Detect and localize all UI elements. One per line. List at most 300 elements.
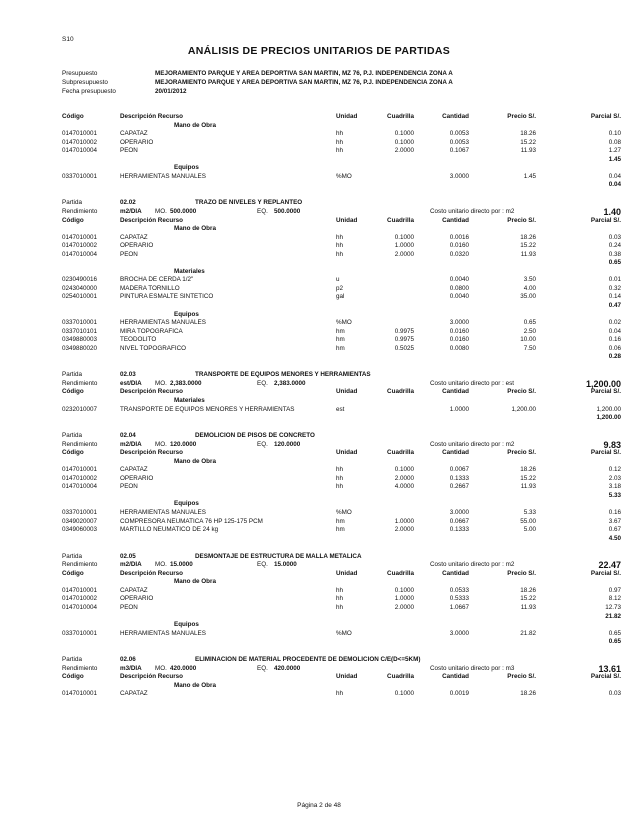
group-subtotal: 1.45 (608, 155, 621, 163)
resource-code: 0147010002 (62, 242, 98, 250)
group-name: Mano de Obra (174, 457, 216, 465)
resource-description: TEODOLITO (120, 336, 157, 344)
resource-row (62, 406, 622, 415)
col-cuadrilla-header: Cuadrilla (387, 388, 414, 396)
resource-row (62, 276, 622, 285)
resource-row (62, 690, 622, 699)
resource-description: PEON (120, 250, 138, 258)
costo-unitario-label: Costo unitario directo por : m2 (430, 207, 515, 215)
resource-unit: hh (336, 242, 344, 250)
resource-precio: 18.26 (520, 690, 536, 698)
resource-parcial: 0.04 (608, 172, 621, 180)
resource-row (62, 251, 622, 260)
resource-description: NIVEL TOPOGRAFICO (120, 344, 187, 352)
resource-cantidad: 0.0160 (449, 327, 469, 335)
resource-precio: 1,200.00 (511, 405, 536, 413)
header-presupuesto (62, 69, 622, 78)
col-descripcion-header: Descripción Recurso (120, 449, 183, 457)
resource-precio: 18.26 (520, 466, 536, 474)
resource-unit: hh (336, 250, 344, 258)
mo-value: 15.0000 (170, 561, 193, 569)
group-subtotal-row (62, 638, 622, 647)
resource-parcial: 0.01 (608, 276, 621, 284)
partida-label: Partida (62, 371, 82, 379)
col-cantidad-header: Cantidad (442, 113, 469, 120)
resource-cantidad: 0.0053 (449, 130, 469, 138)
resource-cuadrilla: 0.9975 (394, 327, 414, 335)
col-parcial-header: Parcial S/. (590, 569, 621, 577)
header-label: Subpresupuesto (62, 79, 108, 86)
resource-code: 0147010002 (62, 595, 98, 603)
mo-label: MO. (155, 207, 167, 215)
resource-row (62, 630, 622, 639)
resource-description: TRANSPORTE DE EQUIPOS MENORES Y HERRAMIENTAS (120, 405, 295, 413)
group-subtotal: 0.04 (608, 181, 621, 189)
resource-precio: 11.93 (520, 147, 536, 155)
partida-code: 02.04 (120, 432, 136, 440)
col-parcial-header: Parcial S/. (590, 113, 621, 120)
group-subtotal-row (62, 613, 622, 622)
column-header-row (62, 673, 622, 682)
rendimiento-row (62, 441, 622, 450)
resource-row (62, 147, 622, 156)
resource-cuadrilla: 1.0000 (394, 517, 414, 525)
resource-parcial: 0.10 (608, 130, 621, 138)
resource-unit: %MO (336, 509, 352, 517)
resource-cuadrilla: 2.0000 (394, 250, 414, 258)
col-precio-header: Precio S/. (507, 113, 536, 120)
partida-name: TRANSPORTE DE EQUIPOS MENORES Y HERRAMIENTAS (195, 371, 371, 379)
header-value: MEJORAMIENTO PARQUE Y AREA DEPORTIVA SAN MARTIN, MZ 76, P.J. INDEPENDENCIA ZONA A (155, 70, 453, 77)
mo-label: MO. (155, 664, 167, 672)
resource-cuadrilla: 2.0000 (394, 474, 414, 482)
col-descripcion-header: Descripción Recurso (120, 388, 183, 396)
rendimiento-unit: est/DIA (120, 379, 142, 387)
resource-row (62, 483, 622, 492)
col-precio-header: Precio S/. (507, 449, 536, 457)
resource-cuadrilla: 2.0000 (394, 147, 414, 155)
costo-unitario-label: Costo unitario directo por : m3 (430, 664, 515, 672)
resource-unit: %MO (336, 172, 352, 180)
resource-precio: 15.22 (520, 138, 536, 146)
resource-unit: hh (336, 138, 344, 146)
resource-precio: 15.22 (520, 242, 536, 250)
resource-cantidad: 0.0019 (449, 690, 469, 698)
resource-cantidad: 1.0000 (449, 405, 469, 413)
group-subtotal: 0.47 (608, 301, 621, 309)
resource-cantidad: 0.0053 (449, 138, 469, 146)
group-name: Equipos (174, 164, 199, 172)
resource-code: 0243040000 (62, 284, 98, 292)
column-header-row (62, 449, 622, 458)
col-cantidad-header: Cantidad (442, 673, 469, 681)
rendimiento-label: Rendimiento (62, 379, 98, 387)
header-value: 20/01/2012 (155, 88, 187, 95)
resource-description: CAPATAZ (120, 233, 148, 241)
resource-parcial: 2.03 (608, 474, 621, 482)
col-codigo-header: Código (62, 388, 84, 396)
rendimiento-label: Rendimiento (62, 207, 98, 215)
resource-unit: u (336, 276, 340, 284)
resource-row (62, 336, 622, 345)
resource-parcial: 12.73 (605, 603, 621, 611)
resource-code: 0349020007 (62, 517, 98, 525)
resource-precio: 15.22 (520, 595, 536, 603)
resource-cantidad: 3.0000 (449, 629, 469, 637)
resource-code: 0337010001 (62, 172, 98, 180)
resource-row (62, 285, 622, 294)
header-value: MEJORAMIENTO PARQUE Y AREA DEPORTIVA SAN MARTIN, MZ 76, P.J. INDEPENDENCIA ZONA A (155, 79, 453, 86)
resource-cuadrilla: 0.5025 (394, 344, 414, 352)
partida-title-row (62, 371, 622, 380)
col-descripcion-header: Descripción Recurso (120, 216, 183, 224)
resource-code: 0147010001 (62, 586, 98, 594)
resource-code: 0147010002 (62, 474, 98, 482)
resource-precio: 0.65 (523, 319, 536, 327)
partida-title-row (62, 432, 622, 441)
resource-parcial: 1.27 (608, 147, 621, 155)
group-subtotal: 1,200.00 (596, 414, 621, 422)
group-header-row (62, 311, 622, 320)
partida-title-row (62, 199, 622, 208)
column-header-row (62, 217, 622, 226)
resource-code: 0337010101 (62, 327, 98, 335)
partida-title-row (62, 553, 622, 562)
group-subtotal-row (62, 156, 622, 165)
eq-label: EQ. (257, 664, 268, 672)
resource-unit: hh (336, 466, 344, 474)
col-parcial-header: Parcial S/. (590, 449, 621, 457)
resource-description: OPERARIO (120, 474, 154, 482)
group-header-row (62, 682, 622, 691)
resource-precio: 55.00 (520, 517, 536, 525)
rendimiento-row (62, 380, 622, 389)
group-header-row (62, 500, 622, 509)
eq-label: EQ. (257, 440, 268, 448)
costo-unitario-label: Costo unitario directo por : m2 (430, 561, 515, 569)
eq-value: 420.0000 (274, 664, 301, 672)
group-header-row (62, 458, 622, 467)
group-header-row (62, 621, 622, 630)
partida-code: 02.03 (120, 371, 136, 379)
resource-unit: hh (336, 690, 344, 698)
resource-row (62, 173, 622, 182)
col-precio-header: Precio S/. (507, 673, 536, 681)
resource-row (62, 130, 622, 139)
resource-row (62, 242, 622, 251)
partida-label: Partida (62, 199, 82, 207)
resource-description: PEON (120, 603, 138, 611)
col-parcial-header: Parcial S/. (590, 216, 621, 224)
resource-description: HERRAMIENTAS MANUALES (120, 319, 206, 327)
resource-cantidad: 0.1067 (449, 147, 469, 155)
mo-label: MO. (155, 440, 167, 448)
resource-code: 0337010001 (62, 319, 98, 327)
rendimiento-row (62, 208, 622, 217)
resource-description: CAPATAZ (120, 466, 148, 474)
resource-parcial: 0.67 (608, 526, 621, 534)
resource-unit: hh (336, 130, 344, 138)
mo-label: MO. (155, 379, 167, 387)
resource-unit: hm (336, 344, 345, 352)
col-cuadrilla-header: Cuadrilla (387, 673, 414, 681)
resource-cuadrilla: 2.0000 (394, 603, 414, 611)
resource-unit: hh (336, 483, 344, 491)
mo-value: 2,383.0000 (170, 379, 202, 387)
eq-label: EQ. (257, 561, 268, 569)
resource-code: 0147010001 (62, 130, 98, 138)
resource-cantidad: 0.1333 (449, 474, 469, 482)
resource-cuadrilla: 0.1000 (394, 130, 414, 138)
group-header-row (62, 164, 622, 173)
resource-description: PEON (120, 147, 138, 155)
resource-precio: 1.45 (523, 172, 536, 180)
col-unidad-header: Unidad (336, 449, 358, 457)
resource-cantidad: 3.0000 (449, 509, 469, 517)
resource-parcial: 1,200.00 (596, 405, 621, 413)
group-name: Equipos (174, 500, 199, 508)
resource-precio: 35.00 (520, 293, 536, 301)
resource-cantidad: 0.0667 (449, 517, 469, 525)
partida-name: ELIMINACION DE MATERIAL PROCEDENTE DE DEMOLICION C/E(D<=5KM) (195, 656, 421, 664)
resource-parcial: 0.38 (608, 250, 621, 258)
resource-cantidad: 0.0040 (449, 293, 469, 301)
col-descripcion-header: Descripción Recurso (120, 113, 183, 120)
resource-precio: 18.26 (520, 586, 536, 594)
partida-code: 02.02 (120, 199, 136, 207)
eq-value: 500.0000 (274, 207, 301, 215)
col-cuadrilla-header: Cuadrilla (387, 113, 414, 120)
resource-precio: 18.26 (520, 130, 536, 138)
col-cantidad-header: Cantidad (442, 388, 469, 396)
resource-cantidad: 0.0080 (449, 344, 469, 352)
resource-cuadrilla: 0.1000 (394, 466, 414, 474)
group-subtotal-row (62, 302, 622, 311)
resource-cantidad: 0.2667 (449, 483, 469, 491)
resource-precio: 5.33 (523, 509, 536, 517)
resource-cuadrilla: 2.0000 (394, 526, 414, 534)
resource-unit: est (336, 405, 345, 413)
rendimiento-row (62, 561, 622, 570)
resource-cantidad: 0.0160 (449, 242, 469, 250)
rendimiento-unit: m2/DIA (120, 440, 142, 448)
resource-code: 0147010001 (62, 690, 98, 698)
group-subtotal: 0.65 (608, 638, 621, 646)
resource-unit: p2 (336, 284, 344, 292)
resource-description: OPERARIO (120, 595, 154, 603)
col-cantidad-header: Cantidad (442, 569, 469, 577)
resource-unit: hh (336, 586, 344, 594)
resource-parcial: 0.97 (608, 586, 621, 594)
resource-unit: %MO (336, 319, 352, 327)
rendimiento-unit: m2/DIA (120, 561, 142, 569)
rendimiento-label: Rendimiento (62, 440, 98, 448)
resource-code: 0147010004 (62, 603, 98, 611)
resource-unit: hh (336, 603, 344, 611)
resource-code: 0147010001 (62, 233, 98, 241)
resource-code: 0349880020 (62, 344, 98, 352)
group-subtotal-row (62, 353, 622, 362)
col-cantidad-header: Cantidad (442, 449, 469, 457)
group-name: Equipos (174, 621, 199, 629)
resource-description: CAPATAZ (120, 690, 148, 698)
resource-description: OPERARIO (120, 242, 154, 250)
costo-unitario-value: 1,200.00 (585, 378, 621, 389)
col-unidad-header: Unidad (336, 569, 358, 577)
column-header-row (62, 388, 622, 397)
rendimiento-unit: m2/DIA (120, 207, 142, 215)
costo-unitario-value: 13.61 (598, 663, 621, 674)
group-subtotal: 0.28 (608, 353, 621, 361)
resource-code: 0147010001 (62, 466, 98, 474)
group-header-row (62, 268, 622, 277)
resource-row (62, 319, 622, 328)
resource-description: PEON (120, 483, 138, 491)
col-precio-header: Precio S/. (507, 216, 536, 224)
resource-description: PINTURA ESMALTE SINTETICO (120, 293, 214, 301)
resource-cantidad: 0.1333 (449, 526, 469, 534)
resource-row (62, 234, 622, 243)
resource-description: CAPATAZ (120, 586, 148, 594)
header-fecha (62, 87, 622, 96)
resource-code: 0337010001 (62, 509, 98, 517)
resource-unit: %MO (336, 629, 352, 637)
header-label: Fecha presupuesto (62, 88, 116, 95)
col-cuadrilla-header: Cuadrilla (387, 216, 414, 224)
resource-parcial: 8.12 (608, 595, 621, 603)
group-subtotal-row (62, 181, 622, 190)
resource-precio: 10.00 (520, 336, 536, 344)
costo-unitario-value: 22.47 (598, 560, 621, 571)
group-name: Equipos (174, 310, 199, 318)
col-codigo-header: Código (62, 449, 84, 457)
resource-cantidad: 0.0533 (449, 586, 469, 594)
resource-row (62, 604, 622, 613)
resource-row (62, 139, 622, 148)
resource-description: MIRA TOPOGRAFICA (120, 327, 183, 335)
resource-row (62, 328, 622, 337)
resource-cuadrilla: 0.1000 (394, 233, 414, 241)
resource-cantidad: 0.0067 (449, 466, 469, 474)
resource-precio: 2.50 (523, 327, 536, 335)
col-codigo-header: Código (62, 569, 84, 577)
resource-unit: hm (336, 526, 345, 534)
resource-description: HERRAMIENTAS MANUALES (120, 509, 206, 517)
group-header-row (62, 122, 622, 131)
resource-precio: 11.93 (520, 250, 536, 258)
resource-code: 0232010007 (62, 405, 98, 413)
resource-description: HERRAMIENTAS MANUALES (120, 629, 206, 637)
group-name: Materiales (174, 396, 205, 404)
resource-precio: 18.26 (520, 233, 536, 241)
resource-unit: hm (336, 327, 345, 335)
resource-precio: 7.50 (523, 344, 536, 352)
group-header-row (62, 225, 622, 234)
group-subtotal-row (62, 492, 622, 501)
resource-parcial: 0.12 (608, 466, 621, 474)
resource-precio: 15.22 (520, 474, 536, 482)
col-codigo-header: Código (62, 216, 84, 224)
column-header-row (62, 570, 622, 579)
col-unidad-header: Unidad (336, 673, 358, 681)
resource-row (62, 466, 622, 475)
resource-precio: 3.50 (523, 276, 536, 284)
resource-parcial: 0.08 (608, 138, 621, 146)
group-name: Mano de Obra (174, 681, 216, 689)
partida-label: Partida (62, 656, 82, 664)
group-subtotal: 21.82 (605, 612, 621, 620)
eq-value: 2,383.0000 (274, 379, 306, 387)
partida-label: Partida (62, 552, 82, 560)
resource-description: CAPATAZ (120, 130, 148, 138)
resource-cantidad: 0.0800 (449, 284, 469, 292)
group-subtotal: 4.50 (608, 534, 621, 542)
costo-unitario-value: 9.83 (603, 439, 621, 450)
resource-precio: 5.00 (523, 526, 536, 534)
resource-code: 0147010004 (62, 147, 98, 155)
mo-label: MO. (155, 561, 167, 569)
resource-parcial: 0.14 (608, 293, 621, 301)
resource-code: 0147010004 (62, 250, 98, 258)
resource-parcial: 0.06 (608, 344, 621, 352)
group-subtotal-row (62, 535, 622, 544)
col-codigo-header: Código (62, 673, 84, 681)
eq-label: EQ. (257, 207, 268, 215)
resource-code: 0147010002 (62, 138, 98, 146)
resource-unit: hm (336, 517, 345, 525)
col-cuadrilla-header: Cuadrilla (387, 449, 414, 457)
resource-parcial: 0.16 (608, 509, 621, 517)
header-label: Presupuesto (62, 70, 98, 77)
resource-unit: gal (336, 293, 345, 301)
eq-value: 120.0000 (274, 440, 301, 448)
resource-cantidad: 3.0000 (449, 172, 469, 180)
col-cuadrilla-header: Cuadrilla (387, 569, 414, 577)
resource-parcial: 3.67 (608, 517, 621, 525)
resource-description: HERRAMIENTAS MANUALES (120, 172, 206, 180)
resource-parcial: 0.04 (608, 327, 621, 335)
col-unidad-header: Unidad (336, 388, 358, 396)
resource-row (62, 595, 622, 604)
resource-description: MADERA TORNILLO (120, 284, 180, 292)
group-header-row (62, 397, 622, 406)
resource-unit: hh (336, 147, 344, 155)
mo-value: 120.0000 (170, 440, 197, 448)
group-name: Mano de Obra (174, 225, 216, 233)
resource-cantidad: 0.0016 (449, 233, 469, 241)
report-code: S10 (62, 36, 74, 43)
group-subtotal: 0.65 (608, 259, 621, 267)
resource-code: 0230490016 (62, 276, 98, 284)
resource-code: 0147010004 (62, 483, 98, 491)
resource-precio: 11.93 (520, 483, 536, 491)
partida-name: DESMONTAJE DE ESTRUCTURA DE MALLA METALICA (195, 552, 362, 560)
resource-cuadrilla: 0.1000 (394, 138, 414, 146)
group-header-row (62, 578, 622, 587)
col-unidad-header: Unidad (336, 216, 358, 224)
col-parcial-header: Parcial S/. (590, 388, 621, 396)
group-subtotal-row (62, 414, 622, 423)
resource-cantidad: 0.5333 (449, 595, 469, 603)
resource-parcial: 0.03 (608, 233, 621, 241)
resource-precio: 21.82 (520, 629, 536, 637)
col-unidad-header: Unidad (336, 113, 358, 120)
partida-name: DEMOLICION DE PISOS DE CONCRETO (195, 432, 315, 440)
header-subpresupuesto (62, 78, 622, 87)
col-descripcion-header: Descripción Recurso (120, 673, 183, 681)
resource-cuadrilla: 0.1000 (394, 690, 414, 698)
rendimiento-row (62, 665, 622, 674)
